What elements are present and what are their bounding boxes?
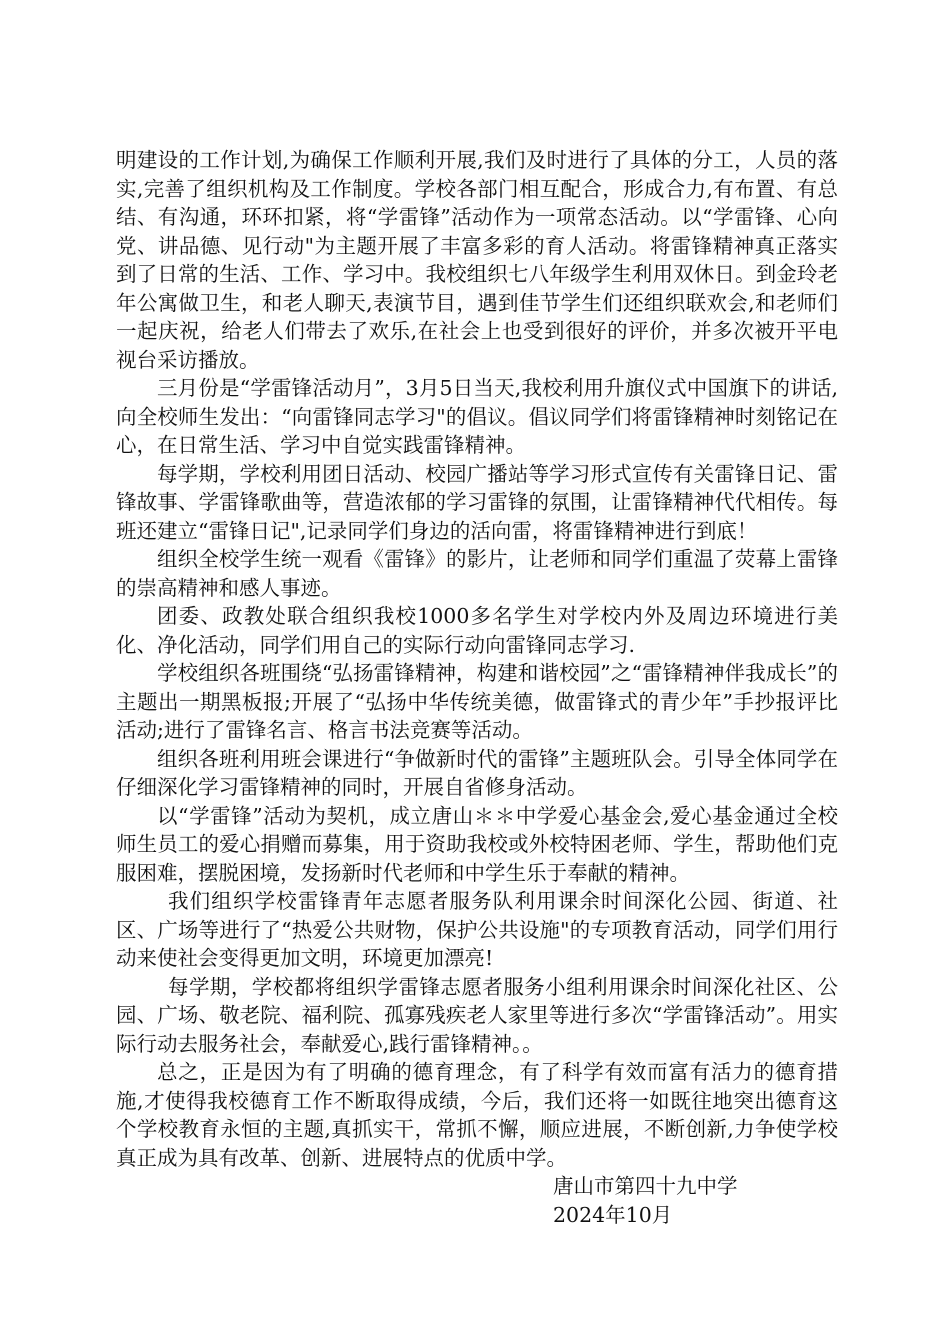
paragraph-semester-promotion: 每学期，学校利用团日活动、校园广播站等学习形式宣传有关雷锋日记、雷锋故事、学雷锋歌曲等，营造浓郁的学习雷锋的氛围，让雷锋精神代代相传。每班还建立“雷锋日记",记录同学们身边的活向雷，将雷锋精神进行到底！ <box>116 461 838 543</box>
paragraph-blackboard: 学校组织各班围绕“弘扬雷锋精神，构建和谐校园”之“雷锋精神伴我成长”的主题出一期黑板报;开展了“弘扬中华传统美德，做雷锋式的青少年”手抄报评比活动;进行了雷锋名言、格言书法竞赛等活动。 <box>116 661 838 742</box>
paragraph-conclusion: 总之，正是因为有了明确的德育理念，有了科学有效而富有活力的德育措施,才使得我校德育工作不断取得成绩，今后，我们还将一如既往地突出德育这个学校教育永恒的主题,真抓实干，常抓不懈，顺应进展，不断创新,力争使学校真正成为具有改革、创新、进展特点的优质中学。 <box>116 1060 838 1170</box>
paragraph-volunteer-team: 我们组织学校雷锋青年志愿者服务队利用课余时间深化公园、街道、社区、广场等进行了“热爱公共财物，保护公共设施"的专项教育活动，同学们用行动来使社会变得更加文明，环境更加漂亮! <box>116 889 838 970</box>
paragraph-work-plan: 明建设的工作计划,为确保工作顺利开展,我们及时进行了具体的分工，人员的落实,完善了组织机构及工作制度。学校各部门相互配合，形成合力,有布置、有总结、有沟通，环环扣紧，将“学雷锋”活动作为一项常态活动。以“学雷锋、心向党、讲品德、见行动"为主题开展了丰富多彩的育人活动。将雷锋精神真正落实到了日常的生活、工作、学习中。我校组织七八年级学生利用双休日。到金玲老年公寓做卫生，和老人聊天,表演节目，遇到佳节学生们还组织联欢会,和老师们一起庆祝，给老人们带去了欢乐,在社会上也受到很好的评价，并多次被开平电视台采访播放。 <box>116 148 838 372</box>
paragraph-march-activity: 三月份是“学雷锋活动月”，3月5日当天,我校利用升旗仪式中国旗下的讲话,向全校师生发出：“向雷锋同志学习"的倡议。倡议同学们将雷锋精神时刻铭记在心，在日常生活、学习中自觉实践雷锋精神。 <box>116 376 838 457</box>
signature-organization: 唐山市第四十九中学 <box>553 1174 738 1198</box>
paragraph-environment-cleanup: 团委、政教处联合组织我校1000多名学生对学校内外及周边环境进行美化、净化活动，同学们用自己的实际行动向雷锋同志学习. <box>116 604 838 657</box>
signature-date: 2024年10月 <box>553 1202 673 1227</box>
paragraph-film-viewing: 组织全校学生统一观看《雷锋》的影片，让老师和同学们重温了荧幕上雷锋的崇高精神和感人事迹。 <box>116 547 838 600</box>
paragraph-charity-fund: 以“学雷锋”活动为契机，成立唐山＊＊中学爱心基金会,爱心基金通过全校师生员工的爱心捐赠而募集，用于资助我校或外校特困老师、学生，帮助他们克服困难，摆脱困境，发扬新时代老师和中学生乐于奉献的精神。 <box>116 803 838 885</box>
document-page <box>116 146 838 1229</box>
paragraph-class-meeting: 组织各班利用班会课进行“争做新时代的雷锋”主题班队会。引导全体同学在仔细深化学习雷锋精神的同时，开展自省修身活动。 <box>116 746 838 799</box>
paragraph-volunteer-group: 每学期，学校都将组织学雷锋志愿者服务小组利用课余时间深化社区、公园、广场、敬老院、福利院、孤寡残疾老人家里等进行多次“学雷锋活动”。用实际行动去服务社会，奉献爱心,践行雷锋精神。。 <box>116 974 838 1056</box>
